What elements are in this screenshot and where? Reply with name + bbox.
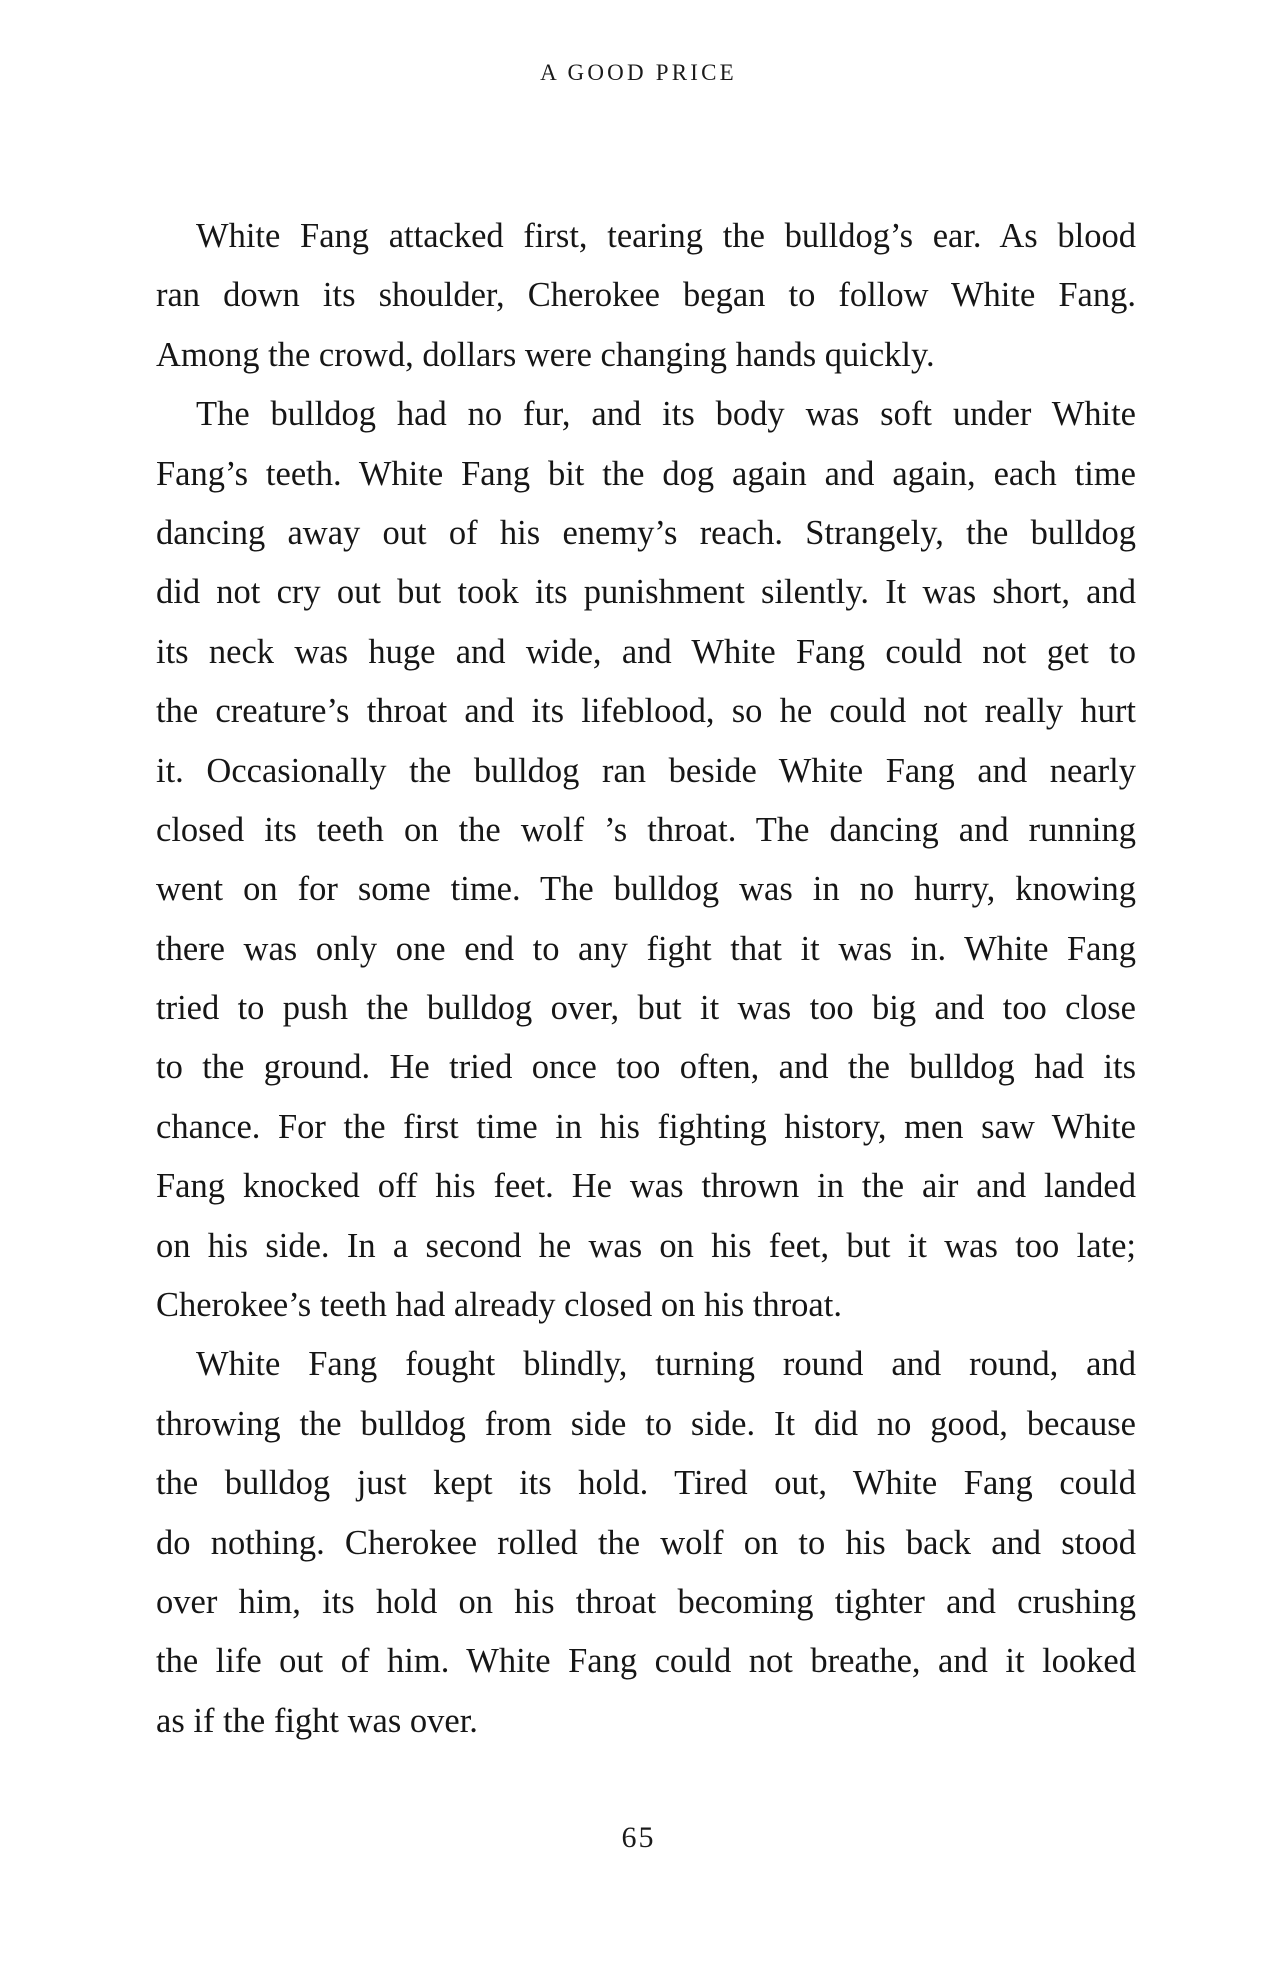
text-line: there was only one end to any fight that it was in. White Fang: [156, 929, 1136, 968]
text-line: Among the crowd, dollars were changing hands quickly.: [156, 335, 935, 374]
running-head: A GOOD PRICE: [540, 60, 737, 85]
text-line: the bulldog just kept its hold. Tired out, White Fang could: [156, 1464, 1136, 1503]
text-line: Fang knocked off his feet. He was thrown in the air and landed: [156, 1167, 1136, 1206]
paragraph-3: [156, 1335, 1136, 1751]
text-line: chance. For the first time in his fighting history, men saw White: [156, 1107, 1136, 1146]
text-line: White Fang attacked first, tearing the bulldog’s ear. As blood: [196, 217, 1136, 255]
text-line: it. Occasionally the bulldog ran beside White Fang and nearly: [156, 751, 1136, 790]
text-line: throwing the bulldog from side to side. It did no good, because: [156, 1404, 1136, 1443]
text-line: to the ground. He tried once too often, and the bulldog had its: [156, 1048, 1136, 1087]
text-line: went on for some time. The bulldog was in no hurry, knowing: [156, 870, 1136, 909]
text-line: Fang’s teeth. White Fang bit the dog again and again, each time: [156, 454, 1136, 493]
text-line: White Fang fought blindly, turning round and round, and: [196, 1345, 1136, 1384]
text-line: on his side. In a second he was on his feet, but it was too late;: [156, 1226, 1136, 1265]
paragraph-1: [156, 207, 1136, 385]
text-line: ran down its shoulder, Cherokee began to follow White Fang.: [156, 276, 1136, 315]
text-line: The bulldog had no fur, and its body was soft under White: [196, 395, 1136, 434]
text-line: did not cry out but took its punishment silently. It was short, and: [156, 573, 1136, 612]
text-line: dancing away out of his enemy’s reach. Strangely, the bulldog: [156, 513, 1136, 552]
paragraph-2: [156, 385, 1136, 1335]
text-line: tried to push the bulldog over, but it was too big and too close: [156, 989, 1136, 1028]
text-line: the life out of him. White Fang could not breathe, and it looked: [156, 1642, 1136, 1681]
text-line: Cherokee’s teeth had already closed on his throat.: [156, 1286, 842, 1325]
text-line: over him, its hold on his throat becoming tighter and crushing: [156, 1582, 1136, 1621]
body-text: [156, 207, 1136, 1751]
text-line: closed its teeth on the wolf ’s throat. The dancing and running: [156, 810, 1136, 849]
text-line: as if the fight was over.: [156, 1701, 478, 1740]
text-line: the creature’s throat and its lifeblood, so he could not really hurt: [156, 692, 1136, 731]
text-line: do nothing. Cherokee rolled the wolf on to his back and stood: [156, 1523, 1136, 1562]
text-line: its neck was huge and wide, and White Fang could not get to: [156, 632, 1136, 671]
page-number: 65: [621, 1821, 656, 1854]
